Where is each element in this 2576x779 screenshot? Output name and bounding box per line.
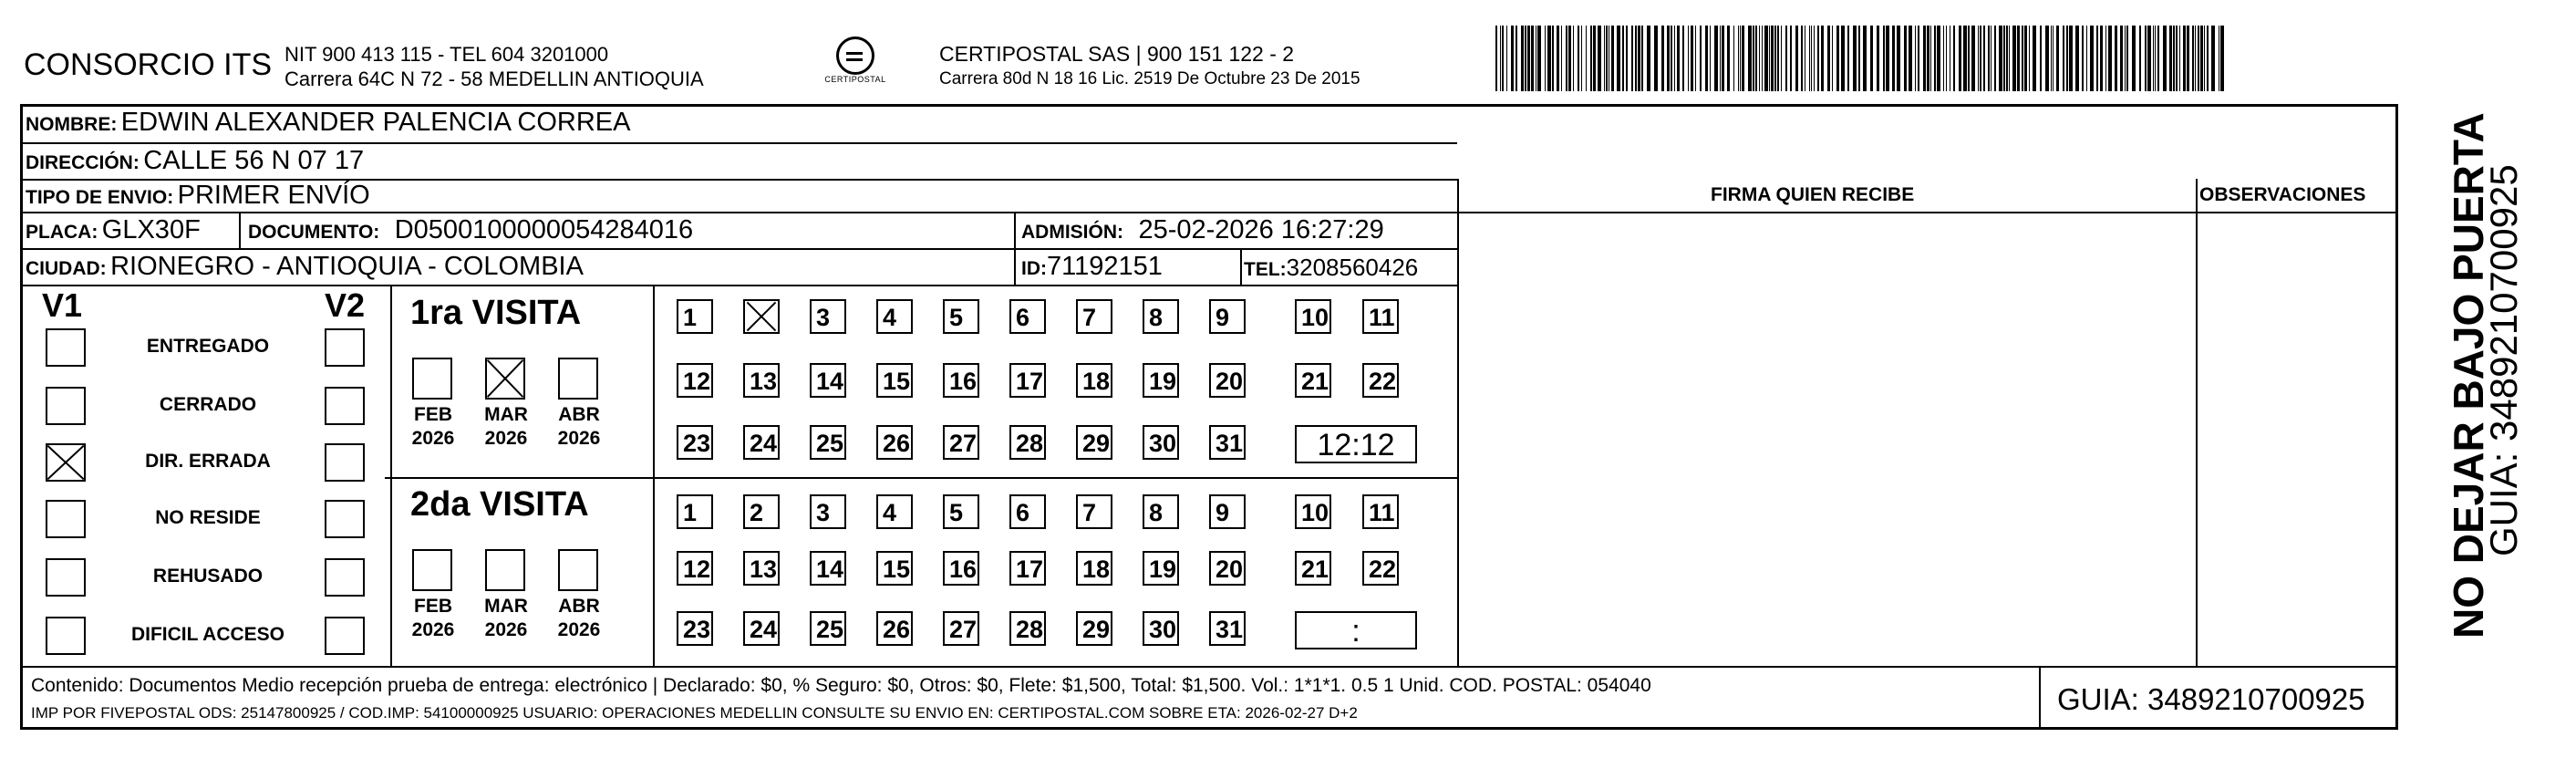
v1-checkbox-0[interactable] — [46, 328, 86, 367]
nombre-value: EDWIN ALEXANDER PALENCIA CORREA — [120, 108, 631, 137]
second-day-26[interactable]: 26 — [876, 611, 913, 646]
v2-checkbox-2[interactable] — [325, 443, 365, 482]
second-day-17[interactable]: 17 — [1009, 551, 1046, 586]
direccion-value: CALLE 56 N 07 17 — [143, 146, 365, 175]
first-day-4[interactable]: 4 — [876, 299, 913, 334]
first-day-7[interactable]: 7 — [1076, 299, 1112, 334]
second-day-8[interactable]: 8 — [1143, 494, 1179, 529]
courier-license-line: Carrera 80d N 18 16 Lic. 2519 De Octubre 23 De 2015 — [939, 69, 1360, 88]
side-guia: GUIA: 3489210700925 — [2482, 164, 2525, 556]
v2-checkbox-4[interactable] — [325, 558, 365, 597]
side-notice: NO DEJAR BAJO PUERTA — [2445, 112, 2492, 639]
tipo-envio-value: PRIMER ENVÍO — [177, 181, 370, 210]
first-day-12[interactable]: 12 — [677, 363, 713, 398]
second-day-10[interactable]: 10 — [1295, 494, 1331, 529]
v2-label: V2 — [325, 286, 366, 324]
barcode — [1495, 26, 2225, 91]
tipo-envio-row — [26, 181, 370, 211]
placa-field — [26, 215, 201, 245]
second-day-19[interactable]: 19 — [1143, 551, 1179, 586]
footer-guia: GUIA: 3489210700925 — [2057, 682, 2365, 716]
second-month-checkbox-0[interactable] — [412, 549, 452, 591]
status-label: DIFICIL ACCESO — [130, 624, 284, 645]
second-day-24[interactable]: 24 — [743, 611, 780, 646]
documento-value: D0500100000054284016 — [394, 215, 694, 244]
second-time-field[interactable]: : — [1295, 611, 1417, 649]
status-label: NO RESIDE — [155, 507, 261, 528]
documento-field — [248, 215, 693, 245]
admision-value: 25-02-2026 16:27:29 — [1138, 215, 1384, 244]
second-day-28[interactable]: 28 — [1009, 611, 1046, 646]
month-name: FEB — [414, 404, 452, 425]
v1-checkbox-2[interactable] — [46, 443, 86, 482]
second-day-4[interactable]: 4 — [876, 494, 913, 529]
admision-label: ADMISIÓN: — [1021, 222, 1123, 243]
month-name: ABR — [558, 404, 600, 425]
month-label — [547, 403, 611, 451]
tel-value: 3208560426 — [1286, 254, 1419, 281]
second-day-3[interactable]: 3 — [810, 494, 846, 529]
first-visit-title: 1ra VISITA — [410, 294, 582, 332]
first-day-21[interactable]: 21 — [1295, 363, 1331, 398]
company-address-line: Carrera 64C N 72 - 58 MEDELLIN ANTIOQUIA — [284, 68, 704, 90]
courier-info — [939, 42, 1360, 91]
v1-checkbox-1[interactable] — [46, 387, 86, 425]
v1-label: V1 — [42, 286, 83, 324]
month-year: 2026 — [411, 619, 455, 640]
second-day-25[interactable]: 25 — [810, 611, 846, 646]
second-day-9[interactable]: 9 — [1209, 494, 1246, 529]
second-day-18[interactable]: 18 — [1076, 551, 1112, 586]
second-day-2[interactable]: 2 — [743, 494, 780, 529]
month-name: FEB — [414, 596, 452, 617]
month-label — [474, 403, 538, 451]
first-day-17[interactable]: 17 — [1009, 363, 1046, 398]
courier-nit-line: CERTIPOSTAL SAS | 900 151 122 - 2 — [939, 42, 1295, 66]
id-label: ID: — [1021, 258, 1047, 279]
second-visit-title: 2da VISITA — [410, 485, 589, 524]
second-month-checkbox-2[interactable] — [558, 549, 598, 591]
month-name: MAR — [484, 404, 528, 425]
second-day-15[interactable]: 15 — [876, 551, 913, 586]
month-year: 2026 — [411, 428, 455, 449]
id-value: 71192151 — [1047, 252, 1163, 281]
month-year: 2026 — [557, 428, 601, 449]
first-month-checkbox-2[interactable] — [558, 358, 598, 400]
v1-checkbox-3[interactable] — [46, 500, 86, 538]
first-day-29[interactable]: 29 — [1076, 425, 1112, 460]
nombre-label: NOMBRE: — [26, 114, 118, 135]
first-day-8[interactable]: 8 — [1143, 299, 1179, 334]
second-day-14[interactable]: 14 — [810, 551, 846, 586]
month-label — [401, 403, 465, 451]
first-day-28[interactable]: 28 — [1009, 425, 1046, 460]
first-day-30[interactable]: 30 — [1143, 425, 1179, 460]
second-day-22[interactable]: 22 — [1362, 551, 1399, 586]
second-day-11[interactable]: 11 — [1362, 494, 1399, 529]
first-day-3[interactable]: 3 — [810, 299, 846, 334]
second-day-7[interactable]: 7 — [1076, 494, 1112, 529]
first-day-10[interactable]: 10 — [1295, 299, 1331, 334]
first-day-2[interactable] — [743, 299, 780, 334]
second-day-6[interactable]: 6 — [1009, 494, 1046, 529]
first-month-checkbox-1[interactable] — [485, 358, 525, 400]
month-name: ABR — [558, 596, 600, 617]
first-day-13[interactable]: 13 — [743, 363, 780, 398]
second-day-29[interactable]: 29 — [1076, 611, 1112, 646]
second-day-23[interactable]: 23 — [677, 611, 713, 646]
first-day-6[interactable]: 6 — [1009, 299, 1046, 334]
first-day-9[interactable]: 9 — [1209, 299, 1246, 334]
first-day-25[interactable]: 25 — [810, 425, 846, 460]
first-day-26[interactable]: 26 — [876, 425, 913, 460]
second-day-5[interactable]: 5 — [943, 494, 979, 529]
placa-value: GLX30F — [101, 215, 201, 244]
ciudad-field — [26, 252, 584, 282]
month-year: 2026 — [484, 619, 528, 640]
first-day-24[interactable]: 24 — [743, 425, 780, 460]
direccion-label: DIRECCIÓN: — [26, 152, 140, 173]
status-label: DIR. ERRADA — [145, 451, 271, 472]
first-day-11[interactable]: 11 — [1362, 299, 1399, 334]
direccion-row — [26, 146, 364, 176]
month-name: MAR — [484, 596, 528, 617]
footer-print-line: IMP POR FIVEPOSTAL ODS: 25147800925 / COD.IMP: 54100000925 USUARIO: OPERACIONES MEDELLIN CONSULTE SU ENVIO EN: CERTIPOSTAL.COM SOBRE ETA: 2026-02-27 D+2 — [31, 704, 1358, 722]
second-day-27[interactable]: 27 — [943, 611, 979, 646]
second-day-13[interactable]: 13 — [743, 551, 780, 586]
company-info — [284, 42, 704, 91]
first-day-27[interactable]: 27 — [943, 425, 979, 460]
second-day-12[interactable]: 12 — [677, 551, 713, 586]
status-label: CERRADO — [159, 394, 257, 415]
ciudad-value: RIONEGRO - ANTIOQUIA - COLOMBIA — [110, 252, 584, 281]
firma-header: FIRMA QUIEN RECIBE — [1711, 184, 1915, 205]
first-day-23[interactable]: 23 — [677, 425, 713, 460]
v2-checkbox-3[interactable] — [325, 500, 365, 538]
v2-checkbox-0[interactable] — [325, 328, 365, 367]
first-month-checkbox-0[interactable] — [412, 358, 452, 400]
first-day-1[interactable]: 1 — [677, 299, 713, 334]
company-name: CONSORCIO ITS — [24, 47, 273, 82]
first-time-field[interactable]: 12:12 — [1295, 425, 1417, 463]
ciudad-label: CIUDAD: — [26, 258, 107, 279]
second-day-30[interactable]: 30 — [1143, 611, 1179, 646]
first-day-15[interactable]: 15 — [876, 363, 913, 398]
second-day-21[interactable]: 21 — [1295, 551, 1331, 586]
month-label — [547, 595, 611, 642]
second-day-20[interactable]: 20 — [1209, 551, 1246, 586]
month-year: 2026 — [557, 619, 601, 640]
first-day-20[interactable]: 20 — [1209, 363, 1246, 398]
admision-field — [1021, 215, 1384, 245]
tipo-envio-label: TIPO DE ENVIO: — [26, 187, 174, 208]
status-label: ENTREGADO — [146, 336, 270, 357]
placa-label: PLACA: — [26, 222, 98, 243]
month-year: 2026 — [484, 428, 528, 449]
v2-checkbox-1[interactable] — [325, 387, 365, 425]
month-label — [474, 595, 538, 642]
v1-checkbox-4[interactable] — [46, 558, 86, 597]
first-day-19[interactable]: 19 — [1143, 363, 1179, 398]
v2-checkbox-5[interactable] — [325, 617, 365, 655]
logo-text: CERTIPOSTAL — [824, 75, 886, 84]
company-nit-line: NIT 900 413 115 - TEL 604 3201000 — [284, 43, 609, 66]
certipostal-logo — [819, 36, 892, 91]
first-day-18[interactable]: 18 — [1076, 363, 1112, 398]
second-day-31[interactable]: 31 — [1209, 611, 1246, 646]
v1-checkbox-5[interactable] — [46, 617, 86, 655]
tel-label: TEL: — [1244, 259, 1287, 280]
first-day-31[interactable]: 31 — [1209, 425, 1246, 460]
status-label: REHUSADO — [152, 566, 264, 587]
documento-label: DOCUMENTO: — [248, 222, 380, 243]
observaciones-header: OBSERVACIONES — [2199, 184, 2366, 205]
first-day-22[interactable]: 22 — [1362, 363, 1399, 398]
second-day-16[interactable]: 16 — [943, 551, 979, 586]
nombre-row — [26, 108, 630, 138]
tel-field — [1244, 254, 1418, 282]
id-field — [1021, 252, 1163, 282]
second-day-1[interactable]: 1 — [677, 494, 713, 529]
first-day-14[interactable]: 14 — [810, 363, 846, 398]
footer-content-line: Contenido: Documentos Medio recepción prueba de entrega: electrónico | Declarado: $0, % Seguro: $0, Otros: $0, Flete: $1,500, Total: $1,500. Vol.: 1*1*1. 0.5 1 Unid. COD. POSTAL: 054040 — [31, 675, 1651, 696]
first-day-5[interactable]: 5 — [943, 299, 979, 334]
logo-icon — [836, 36, 874, 75]
second-month-checkbox-1[interactable] — [485, 549, 525, 591]
first-day-16[interactable]: 16 — [943, 363, 979, 398]
month-label — [401, 595, 465, 642]
